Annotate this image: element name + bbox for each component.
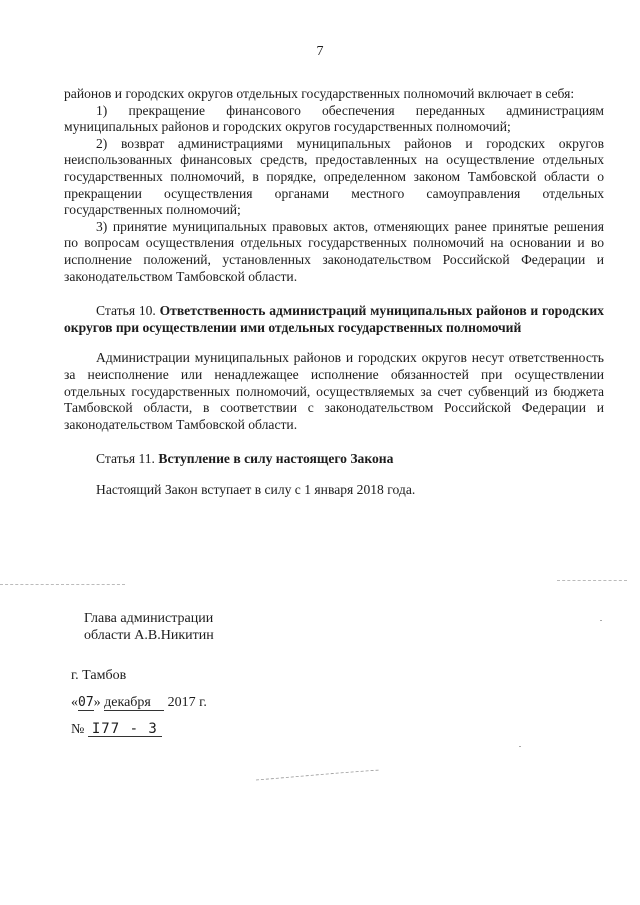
- signature-block: [84, 610, 214, 644]
- list-item: 3) принятие муниципальных правовых актов, отменяющих ранее принятые решения по вопросам осуществления отдельных государственных полномочий на основании и во исполнение положений, установленных законодательством Российской Федерации и законодательством Тамбовской области.: [64, 218, 604, 284]
- signer-title: Глава администрации: [84, 611, 214, 626]
- date-month: декабря: [104, 696, 164, 711]
- body-text: [64, 86, 604, 498]
- article-11-text: Настоящий Закон вступает в силу с 1 января 2018 года.: [96, 481, 416, 497]
- number-value: I77 - З: [88, 722, 162, 737]
- page-number: 7: [316, 44, 324, 59]
- city: г. Тамбов: [71, 668, 127, 683]
- scan-speck: [600, 620, 602, 621]
- number-prefix: №: [71, 722, 85, 737]
- article-10-heading: [64, 303, 604, 336]
- signer-name: области А.В.Никитин: [84, 628, 214, 643]
- scan-artifact-line: [557, 580, 627, 581]
- date-close-quote: »: [93, 695, 101, 710]
- scan-artifact-stroke: [254, 769, 382, 781]
- date-line: [71, 695, 207, 711]
- list-item: 1) прекращение финансового обеспечения переданных администрациям муниципальных районов и городских округов государственных полномочий;: [64, 102, 604, 135]
- article-11-heading: [64, 451, 604, 468]
- date-open-quote: «: [71, 695, 78, 710]
- article-10-label: Статья 10.: [96, 303, 156, 319]
- list-item: 2) возврат администрациями муниципальных районов и городских округов неиспользованных финансовых средств, предоставленных на осуществление отдельных государственных полномочий, в порядке, определенном законом Тамбовской области о прекращении осуществления органами местного самоуправления отдельных государственных полномочий;: [64, 135, 604, 218]
- date-day: 07: [78, 695, 94, 710]
- article-10-text: Администрации муниципальных районов и городских округов несут ответственность за неисполнение или ненадлежащее исполнение обязанностей при осуществлении отдельных государственных полномочий, осуществляемых за счет субвенций из бюджета Тамбовской области, в соответствии с законодательством Российской Федерации и законодательством Тамбовской области.: [64, 350, 604, 432]
- paragraph: районов и городских округов отдельных государственных полномочий включает в себя:: [64, 86, 575, 101]
- date-year: 2017 г.: [167, 695, 207, 710]
- article-11-label: Статья 11.: [96, 451, 155, 467]
- article-11-title: Вступление в силу настоящего Закона: [158, 451, 394, 467]
- scan-artifact-line: [0, 584, 125, 585]
- article-10-title: Ответственность администраций муниципальных районов и городских округов при осуществлении ими отдельных государственных полномочий: [64, 303, 604, 335]
- scan-speck: [519, 746, 521, 747]
- document-number: [71, 722, 162, 738]
